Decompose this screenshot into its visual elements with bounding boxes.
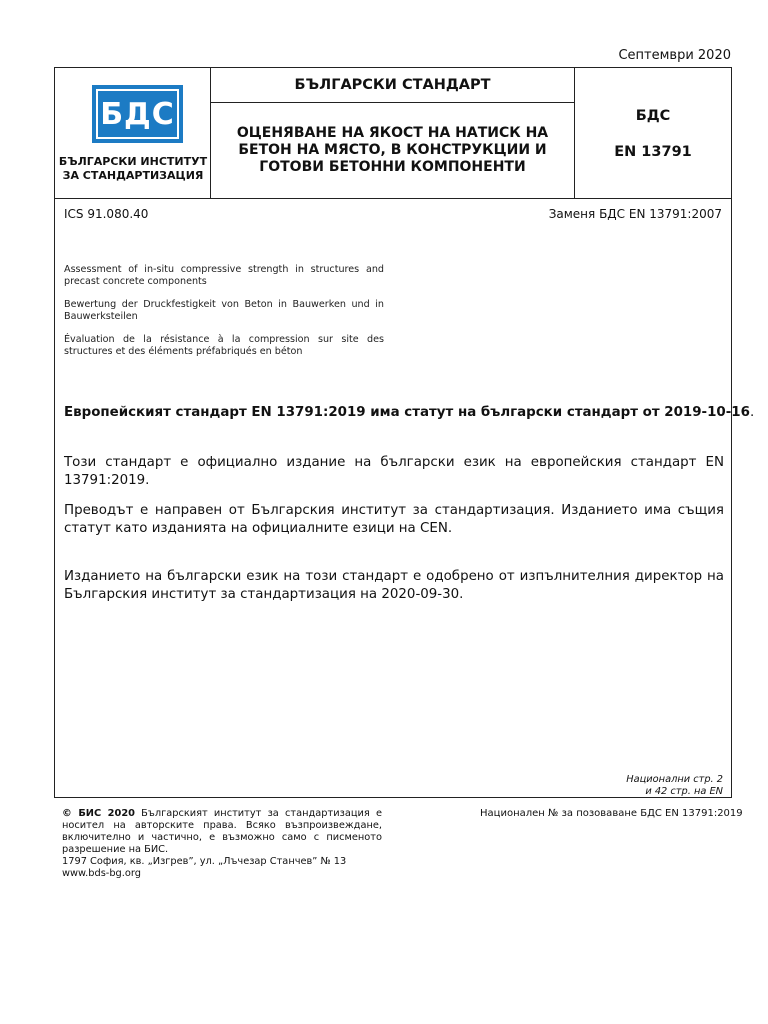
standard-code-number: EN 13791 [614, 144, 692, 160]
replaces-note: Заменя БДС EN 13791:2007 [548, 207, 722, 221]
national-pages: Национални стр. 2 [626, 774, 723, 785]
bds-logo [92, 85, 183, 143]
institute-website: www.bds-bg.org [62, 868, 141, 879]
header-divider [55, 198, 731, 199]
institute-name: БЪЛГАРСКИ ИНСТИТУТ ЗА СТАНДАРТИЗАЦИЯ [58, 155, 208, 182]
institute-address: 1797 София, кв. „Изгрев”, ул. „Лъчезар Станчев” № 13 [62, 856, 347, 867]
status-paragraph [64, 405, 755, 420]
translation-paragraph: Преводът е направен от Българския институт за стандартизация. Изданието има същия статут като изданията на официалните езици на CEN. [64, 503, 724, 536]
status-text: Европейският стандарт EN 13791:2019 има статут на български стандарт от 2019-10-16 [64, 405, 750, 420]
publication-date: Септември 2020 [618, 48, 731, 63]
title-cell [211, 68, 575, 198]
national-reference: Национален № за позоваване БДС EN 13791:2019 [480, 808, 743, 819]
bds-logo-text: БДС [96, 89, 179, 139]
standard-code-prefix: БДС [635, 108, 671, 124]
title-french: Évaluation de la résistance à la compression sur site des structures et des éléments préfabriqués en béton [64, 334, 384, 357]
page-count [626, 774, 723, 798]
title-english: Assessment of in-situ compressive strength in structures and precast concrete components [64, 264, 384, 287]
status-period: . [749, 405, 755, 420]
document-frame [54, 67, 755, 798]
copyright-paragraph [62, 808, 382, 855]
en-pages: и 42 стр. на EN [645, 786, 723, 797]
copyright-text: Българският институт за стандартизация е носител на авторските права. Всяко възпроизвеждане, включително и частично, е възможно само с писменото разрешение на БИС. [62, 808, 382, 855]
copyright-mark: © БИС 2020 [62, 808, 135, 819]
header-table [55, 68, 731, 198]
official-edition-paragraph: Този стандарт е официално издание на български език на европейския стандарт EN 13791:2019. [64, 455, 724, 488]
document-title: ОЦЕНЯВАНЕ НА ЯКОСТ НА НАТИСК НА БЕТОН НА МЯСТО, В КОНСТРУКЦИИ И ГОТОВИ БЕТОННИ КОМПОНЕНТИ [236, 125, 549, 175]
approval-paragraph: Изданието на български език на този стандарт е одобрено от изпълнителния директор на Българския институт за стандартизация на 2020-09-30. [64, 569, 724, 602]
ics-code: ICS 91.080.40 [64, 207, 149, 221]
copyright-block [62, 808, 382, 880]
standard-code-cell [575, 68, 731, 198]
document-type: БЪЛГАРСКИ СТАНДАРТ [211, 68, 574, 103]
title-german: Bewertung der Druckfestigkeit von Beton in Bauwerken und in Bauwerksteilen [64, 299, 384, 322]
logo-cell [55, 68, 211, 198]
